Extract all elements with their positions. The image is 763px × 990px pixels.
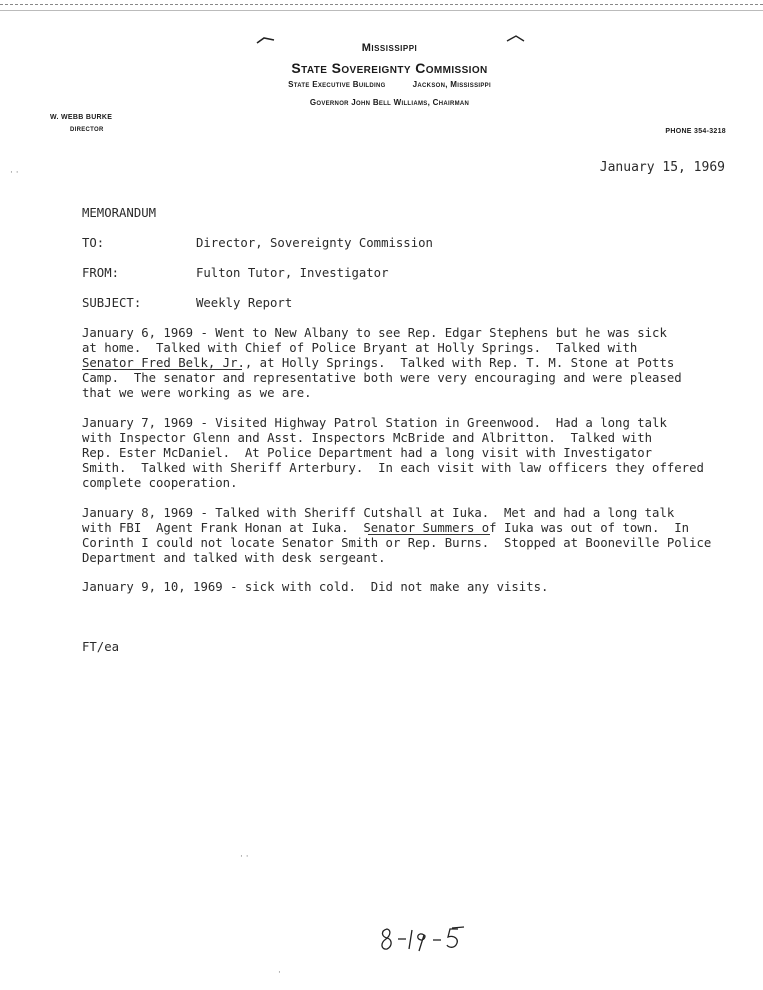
scan-edge-line (0, 10, 763, 11)
scan-speck: · · (240, 852, 249, 862)
to-value: Director, Sovereignty Commission (196, 236, 433, 250)
scan-edge-line (0, 4, 763, 5)
letterhead-city: Jackson, Mississippi (412, 80, 491, 89)
letterhead-ornament-right (506, 35, 524, 41)
handwritten-file-number (378, 925, 468, 960)
typist-initials: FT/ea (82, 640, 120, 654)
scan-speck: · · (10, 168, 19, 178)
from-label: FROM: (82, 266, 120, 280)
letterhead-state: Mississippi (361, 42, 418, 54)
to-label: TO: (82, 236, 105, 250)
report-paragraph-jan-7: January 7, 1969 - Visited Highway Patrol Station in Greenwood. Had a long talk with Inspector Glenn and Asst. Inspectors McBride and Albritton. Talked with Rep. Ester McDaniel. At Police Department had a long visit with Investigator Smith. Talked with Sheriff Arterbury. In each visit with law officers they offered complete cooperation. (82, 416, 704, 490)
report-paragraph-jan-8: January 8, 1969 - Talked with Sheriff Cutshall at Iuka. Met and had a long talk with FBI Agent Frank Honan at Iuka. Senator Summers of Iuka was out of town. In Corinth I could not locate Senator Smith or Rep. Burns. Stopped at Booneville Police Department and talked with desk sergeant. (82, 506, 712, 565)
letterhead-governor: Governor John Bell Williams, Chairman (309, 98, 470, 107)
letterhead-building: State Executive Building (288, 80, 386, 89)
underline-senator-summers (368, 534, 490, 535)
director-title: DIRECTOR (70, 127, 104, 133)
underline-senator-belk (82, 369, 242, 370)
director-name: W. WEBB BURKE (50, 114, 113, 121)
subject-label: SUBJECT: (82, 296, 142, 310)
letterhead-commission: State Sovereignty Commission (291, 60, 488, 76)
phone-number: PHONE 354-3218 (665, 128, 726, 135)
report-paragraph-jan-6: January 6, 1969 - Went to New Albany to see Rep. Edgar Stephens but he was sick at home. Talked with Chief of Police Bryant at Holly Springs. Talked with Senator Fred Belk, Jr., at Holly Springs. Talked with Rep. T. M. Stone at Potts Camp. The senator and representative both were very encouraging and were pleased that we were working as we are. (82, 326, 682, 400)
memo-title: MEMORANDUM (82, 206, 157, 220)
report-paragraph-jan-9-10: January 9, 10, 1969 - sick with cold. Did not make any visits. (82, 580, 549, 594)
subject-value: Weekly Report (196, 296, 293, 310)
letterhead-address (8, 80, 763, 89)
from-value: Fulton Tutor, Investigator (196, 266, 389, 280)
scan-speck: · (278, 968, 281, 978)
memo-date: January 15, 1969 (599, 160, 725, 175)
